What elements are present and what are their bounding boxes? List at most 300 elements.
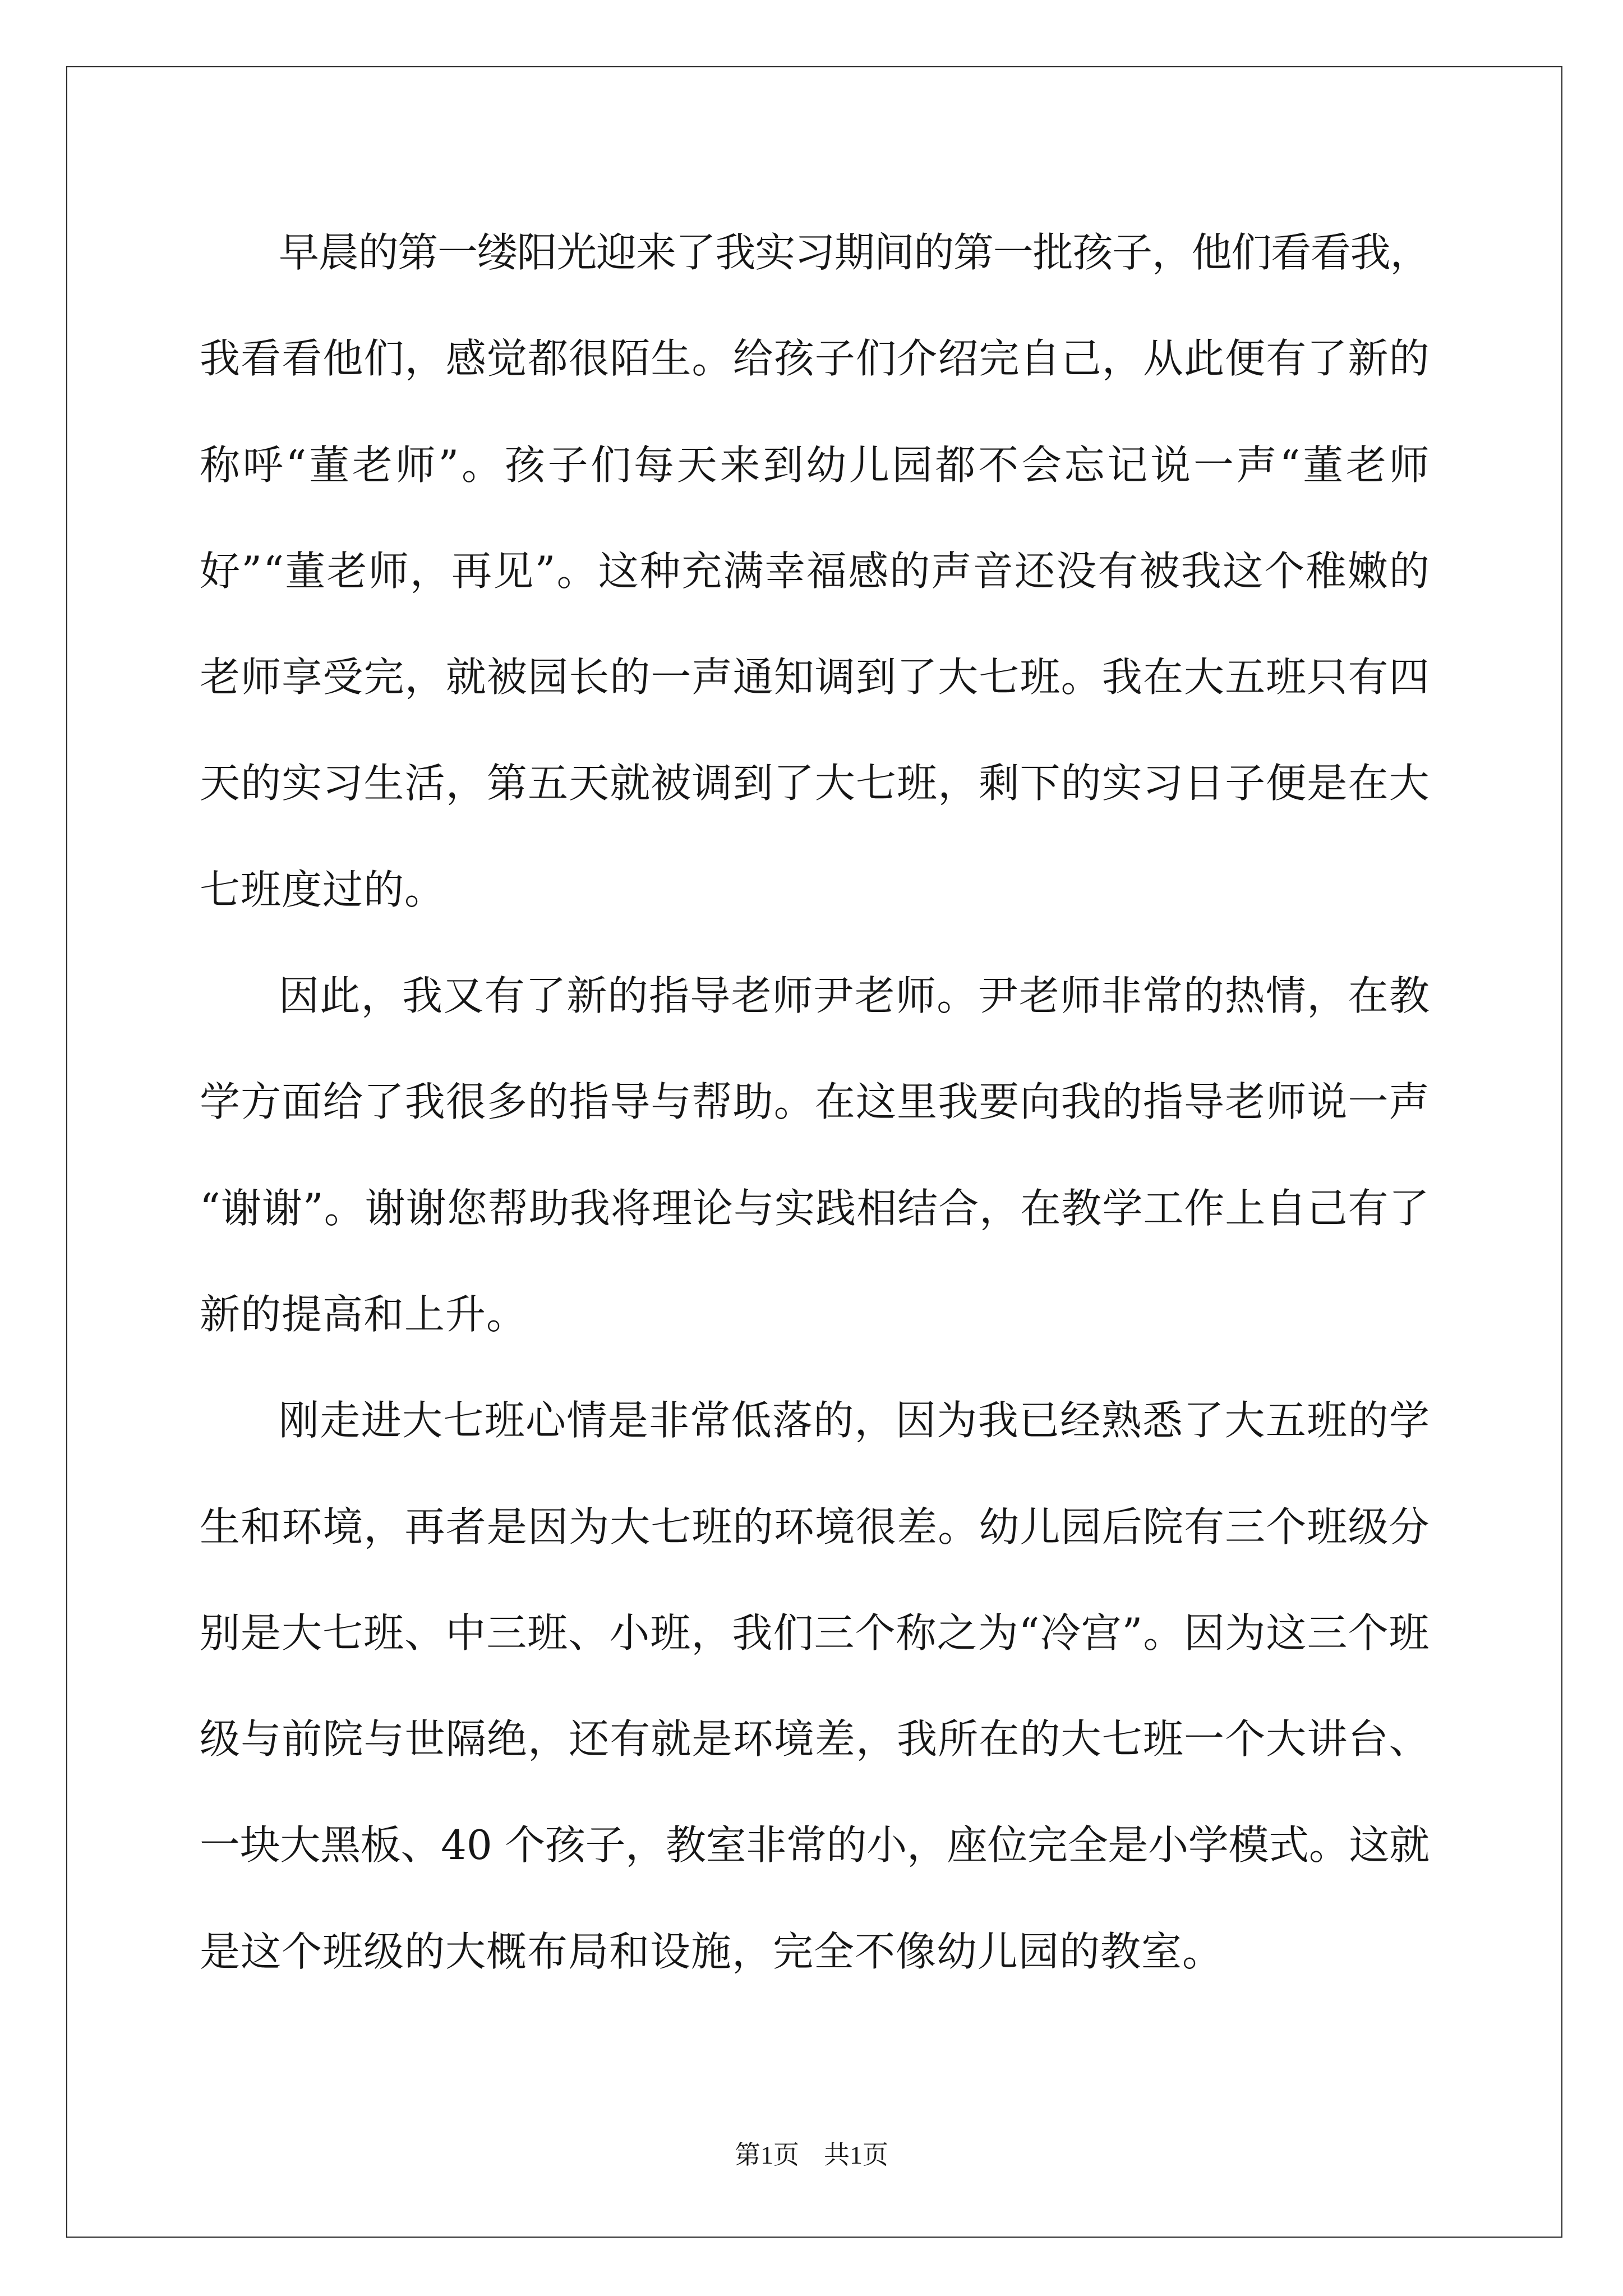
char: 就 (445, 654, 486, 701)
char: 。 (938, 1503, 979, 1550)
char: 了 (1389, 1184, 1430, 1232)
char: 好 (200, 547, 241, 595)
char: ， (528, 1715, 569, 1763)
char: 悉 (1142, 1397, 1183, 1444)
char: 落 (772, 1397, 813, 1444)
char: 在 (1142, 654, 1183, 701)
char: 晨 (318, 229, 359, 276)
char: 与 (651, 1078, 691, 1126)
char: 受 (322, 654, 363, 701)
char: 情 (566, 1397, 607, 1444)
char: 模 (1228, 1821, 1269, 1869)
char: 是 (1108, 1821, 1149, 1869)
char: 。 (324, 1184, 365, 1232)
char: 常 (690, 1397, 731, 1444)
char: 大 (282, 1609, 322, 1657)
char: 环 (773, 1503, 814, 1550)
char: 的 (241, 760, 282, 807)
document-body (200, 200, 1430, 2005)
char: 还 (1014, 547, 1055, 595)
char: 完 (979, 335, 1020, 383)
char: 了 (675, 229, 716, 276)
char: 班 (1307, 1503, 1348, 1550)
char: 式 (1269, 1821, 1310, 1869)
char: 给 (322, 1078, 363, 1126)
char: 讲 (1307, 1715, 1348, 1763)
char: 是 (486, 1503, 527, 1550)
char: 师 (1060, 972, 1101, 1020)
char: 谢 (365, 1184, 405, 1232)
char: 阳 (517, 229, 557, 276)
char: 说 (1307, 1078, 1348, 1126)
char: 别 (200, 1609, 241, 1657)
char: 我 (1350, 229, 1391, 276)
char: 我 (732, 1609, 773, 1657)
char: 在 (1348, 972, 1389, 1020)
char: 导 (610, 1078, 651, 1126)
paragraph-line (200, 1474, 1430, 1580)
char: 40 (441, 1821, 492, 1869)
char: 看 (241, 335, 282, 383)
char: 天 (676, 441, 717, 489)
char: 就 (1389, 1821, 1430, 1869)
char: 便 (1225, 335, 1266, 383)
char: 与 (734, 1184, 774, 1232)
char: 班 (484, 1397, 525, 1444)
char: 声 (691, 654, 732, 701)
char: 大 (814, 760, 855, 807)
char: 老 (1345, 441, 1386, 489)
char: 儿 (1020, 1503, 1061, 1550)
char: 院 (1142, 1503, 1183, 1550)
char: 的 (1061, 760, 1101, 807)
char: 从 (1142, 335, 1183, 383)
char: 介 (897, 335, 938, 383)
char: 七 (979, 654, 1020, 701)
char: 分 (1389, 1503, 1430, 1550)
char: 自 (1266, 1184, 1307, 1232)
char: 所 (938, 1715, 979, 1763)
paragraph-line (200, 518, 1430, 624)
char: 绝 (486, 1715, 527, 1763)
char: 看 (282, 335, 322, 383)
char: 心 (525, 1397, 566, 1444)
char: 我 (1101, 654, 1142, 701)
char: 。 (556, 547, 597, 595)
char: 五 (528, 760, 569, 807)
char: 走 (320, 1397, 361, 1444)
char: 已 (1018, 1397, 1059, 1444)
char: 天 (569, 760, 610, 807)
char: 前 (282, 1715, 322, 1763)
char: 的 (914, 229, 955, 276)
char: 帮 (487, 1184, 528, 1232)
char: 董 (1303, 441, 1344, 489)
char: 常 (786, 1821, 827, 1869)
char: 我 (404, 1078, 445, 1126)
char: 子 (585, 1821, 626, 1869)
char: ， (979, 1184, 1020, 1232)
char: 因 (1184, 1609, 1225, 1657)
char: 进 (361, 1397, 402, 1444)
char: 师 (895, 972, 936, 1020)
char: 实 (774, 1184, 815, 1232)
char: 子 (1112, 229, 1153, 276)
char: 在 (979, 1715, 1020, 1763)
char: 幼 (806, 441, 847, 489)
char: 下 (1020, 760, 1061, 807)
char: 来 (720, 441, 760, 489)
char: 有 (610, 1715, 651, 1763)
char: 通 (732, 654, 773, 701)
char: 非 (1101, 972, 1142, 1020)
char: 座 (947, 1821, 988, 1869)
char: 作 (1184, 1184, 1225, 1232)
char: 期 (834, 229, 875, 276)
char: 自 (1020, 335, 1061, 383)
char: 的 (1389, 335, 1430, 383)
char: 。 (1061, 654, 1101, 701)
char: 忘 (1064, 441, 1105, 489)
char: 呼 (242, 441, 283, 489)
char: ， (404, 654, 445, 701)
char: 一 (1348, 1078, 1389, 1126)
char: 调 (691, 760, 732, 807)
char: 说 (1150, 441, 1191, 489)
char: 便 (1266, 760, 1307, 807)
char: 个 (1348, 1609, 1389, 1657)
char: 为 (978, 1609, 1018, 1657)
char: 子 (814, 335, 855, 383)
char: 。 (1143, 1609, 1184, 1657)
char: 日 (1184, 760, 1225, 807)
char: 批 (1032, 229, 1073, 276)
char: ” (1122, 1609, 1143, 1657)
char: 园 (892, 441, 933, 489)
char: 嫩 (1347, 547, 1388, 595)
char: 熟 (1101, 1397, 1142, 1444)
char: 很 (569, 335, 610, 383)
char: 充 (681, 547, 722, 595)
char: 教 (665, 1821, 706, 1869)
char: 七 (443, 1397, 484, 1444)
char: 感 (445, 335, 486, 383)
char: 大 (402, 1397, 442, 1444)
char (492, 1792, 505, 1898)
char: 环 (282, 1503, 322, 1550)
char: 剩 (979, 760, 1020, 807)
char: 一 (651, 654, 691, 701)
paragraph (200, 200, 1430, 943)
char: 一 (993, 229, 1034, 276)
char: 子 (1225, 760, 1266, 807)
char: 还 (569, 1715, 610, 1763)
paragraph-line (279, 1368, 1430, 1474)
char: 声 (1389, 1078, 1430, 1126)
char: 者 (445, 1503, 486, 1550)
char: 的 (1348, 1397, 1389, 1444)
char: 看 (1310, 229, 1351, 276)
char: 、 (568, 1609, 609, 1657)
char: 幸 (764, 547, 805, 595)
char: 相 (856, 1184, 897, 1232)
char: 的 (607, 972, 648, 1020)
char: 董 (285, 547, 326, 595)
char: 再 (451, 547, 492, 595)
char: 为 (937, 1397, 978, 1444)
char: 在 (1348, 760, 1389, 807)
char: 帮 (691, 1078, 732, 1126)
char: 老 (1018, 972, 1059, 1020)
char: 己 (1307, 1184, 1348, 1232)
char: 大 (1184, 654, 1225, 701)
char: 都 (935, 441, 976, 489)
char: 个 (1264, 547, 1305, 595)
char: 面 (282, 1078, 322, 1126)
char: 在 (814, 1078, 855, 1126)
char: 觉 (486, 335, 527, 383)
char: 早 (279, 229, 320, 276)
char: 学 (1389, 1397, 1430, 1444)
char: 完 (363, 654, 404, 701)
char: 是 (241, 1609, 282, 1657)
char: 称 (200, 441, 241, 489)
char: 、 (400, 1821, 441, 1869)
char: 全 (1067, 1821, 1108, 1869)
char: ， (1151, 229, 1192, 276)
paragraph-line (200, 306, 1430, 412)
char: ， (906, 1821, 947, 1869)
char: 声 (931, 547, 972, 595)
paragraph-line (200, 1156, 1430, 1262)
char: 、 (404, 1609, 445, 1657)
char: 光 (556, 229, 597, 276)
char: “ (285, 441, 307, 489)
char: 指 (648, 972, 689, 1020)
char: 们 (363, 335, 404, 383)
char: 导 (690, 972, 731, 1020)
char: 再 (404, 1503, 445, 1550)
char: 有 (1184, 1503, 1225, 1550)
char: 七 (322, 1609, 363, 1657)
char: 实 (282, 760, 322, 807)
char: 第 (398, 229, 439, 276)
char: 儿 (849, 441, 889, 489)
char: 稚 (1306, 547, 1347, 595)
char: 隔 (445, 1715, 486, 1763)
char: 四 (1389, 654, 1430, 701)
paragraph-line (200, 1686, 1430, 1792)
char: 低 (731, 1397, 772, 1444)
char: 三 (486, 1609, 527, 1657)
char: 因 (279, 972, 320, 1020)
char: 世 (404, 1715, 445, 1763)
char: 了 (773, 760, 814, 807)
char: 新 (1348, 335, 1389, 383)
char: 会 (1021, 441, 1062, 489)
char: 看 (1271, 229, 1312, 276)
char: 班 (691, 1503, 732, 1550)
char: 。 (1308, 1821, 1349, 1869)
char: 常 (1142, 972, 1183, 1020)
char: 学 (1188, 1821, 1229, 1869)
char: 们 (856, 335, 897, 383)
char: 要 (979, 1078, 1020, 1126)
paragraph-line (279, 200, 1430, 306)
char: 师 (772, 972, 813, 1020)
char: 陌 (610, 335, 651, 383)
char: 有 (484, 972, 525, 1020)
char: ” (241, 547, 262, 595)
char: 为 (1225, 1609, 1266, 1657)
char: 间 (874, 229, 915, 276)
paragraph-line (279, 943, 1430, 1049)
char: 了 (363, 1078, 404, 1126)
char: 小 (609, 1609, 650, 1657)
char: ， (361, 972, 402, 1020)
char: 个 (855, 1609, 896, 1657)
char: 为 (569, 1503, 610, 1550)
char: 不 (978, 441, 1019, 489)
char: ” (302, 1184, 324, 1232)
char: 情 (1265, 972, 1306, 1020)
char: 宫 (1081, 1609, 1122, 1657)
char: 福 (806, 547, 847, 595)
char: 向 (1020, 1078, 1061, 1126)
char: 个 (1225, 1715, 1266, 1763)
char: 老 (731, 972, 772, 1020)
char: 师 (395, 441, 436, 489)
char: 我 (897, 1715, 938, 1763)
char: 老 (854, 972, 895, 1020)
char: 我 (569, 1184, 610, 1232)
char: 室 (706, 1821, 746, 1869)
char: 被 (486, 654, 527, 701)
char: 到 (856, 654, 897, 701)
char: 生 (651, 335, 691, 383)
char: 助 (732, 1078, 773, 1126)
char: 他 (1191, 229, 1232, 276)
char: 天 (200, 760, 241, 807)
char: 园 (1061, 1503, 1101, 1550)
char: “ (263, 547, 284, 595)
char: ， (1390, 229, 1431, 276)
char: 种 (640, 547, 681, 595)
char: 完 (1027, 1821, 1068, 1869)
paragraph-line: 是这个班级的大概布局和设施，完全不像幼儿园的教室。 (200, 1927, 1224, 1975)
char: 习 (794, 229, 835, 276)
char: 迎 (596, 229, 637, 276)
char: 环 (732, 1715, 773, 1763)
char: 老 (326, 547, 367, 595)
char: 来 (635, 229, 676, 276)
char: 非 (746, 1821, 787, 1869)
char: 位 (987, 1821, 1028, 1869)
char: 黑 (320, 1821, 361, 1869)
char: 合 (938, 1184, 979, 1232)
char: 声 (1236, 441, 1277, 489)
char: 满 (723, 547, 764, 595)
char: 班 (1307, 1397, 1348, 1444)
char: 己 (1061, 335, 1101, 383)
char: 五 (1225, 654, 1266, 701)
char: 多 (486, 1078, 527, 1126)
char: 级 (1348, 1503, 1389, 1550)
char: ， (691, 1609, 732, 1657)
char: 师 (368, 547, 409, 595)
char: 们 (1231, 229, 1272, 276)
char: 小 (1148, 1821, 1189, 1869)
char: 是 (607, 1397, 648, 1444)
char: 见 (493, 547, 534, 595)
char: 我 (402, 972, 442, 1020)
char: 谢 (220, 1184, 261, 1232)
char: “ (200, 1184, 220, 1232)
char: 里 (897, 1078, 938, 1126)
char: 享 (282, 654, 322, 701)
char: 谢 (405, 1184, 446, 1232)
char: 实 (1101, 760, 1142, 807)
paragraph-line (200, 624, 1430, 730)
char: 都 (528, 335, 569, 383)
char: 与 (363, 1715, 404, 1763)
char: 因 (895, 1397, 936, 1444)
paragraph-line (200, 1792, 1430, 1898)
char: 学 (1102, 1184, 1143, 1232)
char: “ (1018, 1609, 1040, 1657)
char: 块 (239, 1821, 280, 1869)
char: 。 (937, 972, 978, 1020)
char: 三 (1307, 1609, 1348, 1657)
char: 导 (1184, 1078, 1225, 1126)
char: 上 (1225, 1184, 1266, 1232)
char: 后 (1101, 1503, 1142, 1550)
char: 这 (598, 547, 639, 595)
paragraph-line: 新的提高和上升。 (200, 1290, 528, 1338)
char: ， (409, 547, 450, 595)
char: 孩 (773, 335, 814, 383)
char: 境 (322, 1503, 363, 1550)
char: 是 (691, 1715, 732, 1763)
char: 个 (1266, 1503, 1307, 1550)
char: 又 (443, 972, 484, 1020)
char: 的 (1389, 547, 1430, 595)
char: 的 (732, 1503, 773, 1550)
char: 指 (1142, 1078, 1183, 1126)
char: 差 (897, 1503, 938, 1550)
char: 师 (1389, 441, 1430, 489)
char: 生 (200, 1503, 241, 1550)
char: 境 (773, 1715, 814, 1763)
char: 们 (591, 441, 631, 489)
char: 在 (1020, 1184, 1061, 1232)
char: 之 (937, 1609, 978, 1657)
char: 助 (528, 1184, 569, 1232)
char: 一 (437, 229, 478, 276)
paragraph-line (200, 1580, 1430, 1686)
char: 园 (528, 654, 569, 701)
char: 调 (814, 654, 855, 701)
char: 有 (1266, 335, 1307, 383)
char: 们 (773, 1609, 814, 1657)
char: 只 (1307, 654, 1348, 701)
char: 境 (814, 1503, 855, 1550)
char: 师 (241, 654, 282, 701)
char: 您 (446, 1184, 487, 1232)
char: 了 (525, 972, 566, 1020)
char: 的 (813, 1397, 854, 1444)
char: 大 (1266, 1715, 1307, 1763)
